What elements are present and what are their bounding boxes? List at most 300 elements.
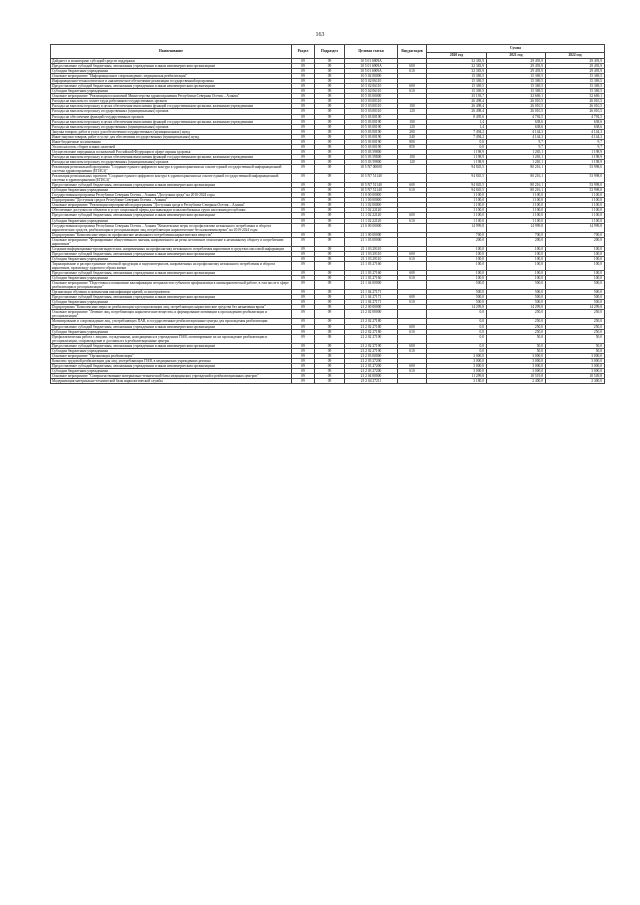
cell-2020: 1,4 [427,119,487,124]
cell-name: Реализация региональных проектов "Создание единого цифрового контура в здравоохранении на основе единой государственной информационной системы в здравоохранении (ЕГИСЗ)" [51,174,292,183]
cell-expense-type: 610 [398,300,427,305]
cell-target-article: 21 1 04 27171 [345,295,398,300]
cell-2020: 15 369,5 [427,89,487,94]
cell-2022: 4 792,5 [546,114,605,119]
cell-target-article: 10 5 02 06110 [345,84,398,89]
cell-subsection: 09 [315,104,345,109]
cell-expense-type [398,379,427,384]
cell-name: Мотивирование и сопровождение лиц, употребляющих ПАВ, в государственные реабилитационные центры для прохождения реабилитации [51,319,292,324]
cell-target-article: 21 2 04 27211 [345,379,398,384]
cell-2020: 100,0 [427,271,487,276]
cell-target-article: 21 2 00 00000 [345,305,398,310]
cell-target-article: 21 1 03 27160 [345,271,398,276]
cell-subsection: 09 [315,74,345,79]
cell-2021: 80 216,1 [487,188,546,193]
cell-2022: 9,7 [546,144,605,149]
cell-2022: 29 493,9 [546,59,605,64]
cell-2022: 250,0 [546,319,605,324]
cell-subsection: 09 [315,223,345,232]
cell-name: Основное мероприятие "Реализация мероприятий подпрограммы "Доступная среда в Республике Северная Осетия – Алания" [51,203,292,208]
cell-section: 09 [292,139,315,144]
cell-2021: 26 010,5 [487,104,546,109]
table-row [51,164,605,173]
cell-target-article: 21 0 00 00000 [345,223,398,232]
cell-section: 09 [292,74,315,79]
cell-expense-type: 610 [398,69,427,74]
cell-section: 09 [292,329,315,334]
cell-2021: 4 144,3 [487,134,546,139]
cell-name: Уплата налогов, сборов и иных платежей [51,144,292,149]
cell-2022: 53 998,0 [546,188,605,193]
cell-subsection: 09 [315,109,345,114]
cell-section: 09 [292,324,315,329]
cell-expense-type: 600 [398,363,427,368]
cell-section: 09 [292,319,315,324]
cell-target-article: 21 1 03 27160 [345,261,398,270]
cell-section: 09 [292,84,315,89]
cell-target-article: 21 2 03 27200 [345,363,398,368]
header-section: Раздел [292,45,315,59]
cell-2022: 100,0 [546,271,605,276]
cell-2021: 80 216,1 [487,164,546,173]
header-year-2022: 2022 год [546,53,605,59]
cell-2021: 638,6 [487,124,546,129]
cell-2020: 1 198,9 [427,149,487,154]
cell-target-article: 21 1 03 29110 [345,256,398,261]
cell-section: 09 [292,64,315,69]
cell-2021: 500,0 [487,300,546,305]
cell-section: 09 [292,94,315,99]
cell-section: 09 [292,348,315,353]
cell-2021: 1 100,0 [487,198,546,203]
header-year-2021: 2021 год [487,53,546,59]
cell-2020: 32 383,9 [427,64,487,69]
cell-2021: 32 669,1 [487,94,546,99]
cell-expense-type: 200 [398,129,427,134]
cell-name: Расходы на выплаты по оплате труда работников государственных органов [51,99,292,104]
cell-2021: 250,0 [487,329,546,334]
cell-2021: 1 100,0 [487,208,546,213]
cell-expense-type: 600 [398,84,427,89]
cell-section: 09 [292,188,315,193]
cell-subsection: 09 [315,139,345,144]
cell-subsection: 09 [315,246,345,251]
cell-name: Расходы на обеспечение функций государственных органов [51,114,292,119]
cell-2020: 94 845,5 [427,164,487,173]
cell-name: Предоставление субсидий бюджетным, автономным учреждениям и иным некоммерческим организациям [51,84,292,89]
cell-section: 09 [292,109,315,114]
cell-section: 09 [292,203,315,208]
cell-target-article: 10 5 03 00190 [345,124,398,129]
cell-subsection: 09 [315,251,345,256]
cell-subsection: 09 [315,124,345,129]
cell-2020: 8 495,6 [427,114,487,119]
cell-expense-type: 800 [398,139,427,144]
cell-subsection: 09 [315,144,345,149]
cell-name: Расходы на выплаты персоналу в целях обеспечения выполнения функций государственными органами, казенными учреждениями [51,154,292,159]
cell-target-article: 11 1 02 00000 [345,203,398,208]
cell-name: Субсидии бюджетным учреждениям [51,188,292,193]
cell-2021: 15 369,5 [487,84,546,89]
cell-2021: 26 010,5 [487,109,546,114]
cell-section: 09 [292,305,315,310]
cell-subsection: 09 [315,348,345,353]
cell-subsection: 09 [315,69,345,74]
cell-2021: 100,0 [487,256,546,261]
cell-2021: 15 369,5 [487,79,546,84]
cell-subsection: 09 [315,129,345,134]
cell-2020: 0,0 [427,348,487,353]
cell-target-article: 21 1 04 27171 [345,290,398,295]
cell-2022: 500,0 [546,300,605,305]
cell-name: Создание информационно-пропагандистских, направленных на профилактику незаконного потребления наркотиков в средствах массовой информации [51,246,292,251]
cell-2022: 1 100,0 [546,208,605,213]
cell-name: Основное мероприятие "Реализация полномочий Министерства здравоохранения Республики Северная Осетия – Алания" [51,94,292,99]
cell-2021: 700,0 [487,232,546,237]
cell-subsection: 09 [315,305,345,310]
cell-2022: 1 198,9 [546,149,605,154]
cell-2020: 0,0 [427,329,487,334]
cell-2022: 15 369,5 [546,84,605,89]
cell-target-article: 21 2 03 27200 [345,368,398,373]
cell-2020: 0,0 [427,334,487,343]
cell-section: 09 [292,261,315,270]
cell-2021: 250,0 [487,324,546,329]
cell-target-article: 11 0 00 00000 [345,193,398,198]
cell-2021: 14 999,8 [487,223,546,232]
cell-name: Иные бюджетные ассигнования [51,139,292,144]
cell-2021: 3 000,0 [487,353,546,358]
table-row [51,223,605,232]
cell-subsection: 09 [315,256,345,261]
cell-2022: 100,0 [546,251,605,256]
cell-expense-type [398,310,427,319]
cell-2020: 1 100,0 [427,193,487,198]
cell-expense-type: 120 [398,124,427,129]
cell-subsection: 09 [315,119,345,124]
cell-subsection: 09 [315,295,345,300]
header-target-article: Целевая статья [345,45,398,59]
cell-expense-type: 600 [398,251,427,256]
cell-name: Основное мероприятие "Организация реабилитации" [51,353,292,358]
cell-target-article: 21 2 04 00000 [345,374,398,379]
cell-target-article: 21 2 03 27200 [345,358,398,363]
cell-section: 09 [292,129,315,134]
cell-name: Предоставление субсидий бюджетным, автономным учреждениям и иным некоммерческим организациям [51,183,292,188]
cell-section: 09 [292,144,315,149]
cell-expense-type: 120 [398,159,427,164]
cell-name: Государственная программа Республики Северная Осетия – Алания "Комплексные меры по профилактике незаконного потребления и оборота наркотических средств, реабилитации и ресоциализации лиц, потребляющих наркотические без назначения врача" на 2019-2024 годы [51,223,292,232]
cell-expense-type [398,261,427,270]
cell-2022: 10 549,8 [546,374,605,379]
cell-section: 09 [292,124,315,129]
cell-subsection: 09 [315,79,345,84]
cell-target-article: 21 1 03 27160 [345,276,398,281]
cell-2021: 80 216,1 [487,183,546,188]
cell-subsection: 09 [315,203,345,208]
cell-2020: 1 198,9 [427,159,487,164]
cell-subsection: 09 [315,237,345,246]
cell-2021: 1 265,1 [487,149,546,154]
cell-2021: 100,0 [487,271,546,276]
cell-2021: 250,0 [487,310,546,319]
cell-2021: 29 493,9 [487,69,546,74]
cell-2021: 9,7 [487,139,546,144]
cell-2022: 250,0 [546,310,605,319]
cell-2020: 700,0 [427,232,487,237]
cell-name: Иные закупки товаров, работ и услуг для обеспечения государственных (муниципальных) нужд [51,134,292,139]
cell-2020: 26 498,4 [427,99,487,104]
cell-2022: 15 369,5 [546,74,605,79]
cell-name: Подпрограмма "Комплексные меры по профилактике незаконного потребления наркотических веществ" [51,232,292,237]
cell-subsection: 09 [315,276,345,281]
cell-2022: 1 100,0 [546,203,605,208]
cell-section: 09 [292,300,315,305]
cell-name: Профилактическая работа с лицами, осужденными, находящимися в учреждениях ПАВ, мотивирование их на прохождение реабилитации и ресоциализации, сопровождение и доставка их в реабилитационные центры [51,334,292,343]
cell-2022: 100,0 [546,276,605,281]
cell-2021: 14 299,8 [487,305,546,310]
table-row [51,334,605,343]
cell-2022: 100,0 [546,246,605,251]
cell-section: 09 [292,358,315,363]
cell-section: 09 [292,374,315,379]
cell-name: Обеспечение доступности объектов и услуг социальной сферы для инвалидов и маломобильных групп населения республики [51,208,292,213]
cell-2022: 200,0 [546,237,605,246]
cell-2022: 100,0 [546,261,605,270]
cell-section: 09 [292,232,315,237]
cell-name: Модернизация материально-технической базы наркологической службы [51,379,292,384]
cell-target-article: 10 5 03 59800 [345,159,398,164]
cell-target-article: 10 5 03 00110 [345,109,398,114]
cell-2020: 1 100,0 [427,203,487,208]
cell-2020: 1 100,0 [427,218,487,223]
cell-2020: 15 369,5 [427,84,487,89]
cell-name: Субсидии бюджетным учреждениям [51,329,292,334]
cell-subsection: 09 [315,290,345,295]
cell-2020: 100,0 [427,251,487,256]
cell-target-article: 10 5 02 06110 [345,79,398,84]
cell-2022: 1 100,0 [546,213,605,218]
cell-2022: 26 010,5 [546,99,605,104]
cell-target-article: 21 1 03 29110 [345,251,398,256]
cell-2021: 29 493,9 [487,64,546,69]
cell-subsection: 09 [315,174,345,183]
cell-name: Предоставление субсидий бюджетным, автономным учреждениям и иным некоммерческим организациям [51,64,292,69]
cell-target-article: 21 2 02 27190 [345,343,398,348]
cell-expense-type: 610 [398,276,427,281]
cell-2020: 0,0 [427,319,487,324]
cell-target-article: 10 5 03 00190 [345,119,398,124]
cell-2020: 3 000,0 [427,368,487,373]
cell-2020: 94 845,5 [427,188,487,193]
cell-2021: 1 100,0 [487,213,546,218]
cell-subsection: 09 [315,368,345,373]
cell-2020: 500,0 [427,290,487,295]
cell-name: Субсидии бюджетным учреждениям [51,348,292,353]
cell-section: 09 [292,198,315,203]
cell-2021: 500,0 [487,295,546,300]
cell-2020: 3 000,0 [427,353,487,358]
cell-target-article: 10 5 01 6909А [345,59,398,64]
cell-section: 09 [292,295,315,300]
table-header [51,45,605,59]
table-row [51,261,605,270]
cell-2020: 0,0 [427,324,487,329]
cell-2020: 1 100,0 [427,213,487,218]
cell-2021: 1 265,1 [487,159,546,164]
cell-name: Субсидии бюджетным учреждениям [51,218,292,223]
cell-name: Субсидии бюджетным учреждениям [51,89,292,94]
cell-2021: 100,0 [487,261,546,270]
cell-2021: 4 144,3 [487,129,546,134]
cell-target-article: 21 2 02 27190 [345,348,398,353]
cell-expense-type: 610 [398,89,427,94]
cell-target-article: 21 2 02 00000 [345,310,398,319]
cell-section: 09 [292,164,315,173]
cell-2021: 1 100,0 [487,203,546,208]
cell-target-article: 21 1 04 27171 [345,300,398,305]
cell-2022: 1 198,9 [546,159,605,164]
cell-section: 09 [292,69,315,74]
cell-section: 09 [292,281,315,290]
cell-expense-type: 600 [398,271,427,276]
cell-section: 09 [292,223,315,232]
cell-subsection: 09 [315,213,345,218]
cell-name: Предоставление субсидий бюджетным, автономным учреждениям и иным некоммерческим организациям [51,324,292,329]
cell-section: 09 [292,159,315,164]
cell-2020: 200,0 [427,237,487,246]
cell-2022: 50,0 [546,348,605,353]
cell-target-article: 11 1 00 00000 [345,198,398,203]
cell-target-article: 10 5 N7 51140 [345,174,398,183]
cell-expense-type [398,223,427,232]
cell-name: Комплекс трудовой реабилитации для лиц, употребляющих ПАВ, в медицинских учреждениях региона [51,358,292,363]
cell-target-article: 10 5 03 00190 [345,134,398,139]
cell-expense-type: 600 [398,213,427,218]
header-subsection: Подраздел [315,45,345,59]
cell-2022: 3 000,0 [546,368,605,373]
cell-2022: 4 144,3 [546,134,605,139]
cell-2022: 9,7 [546,139,605,144]
cell-subsection: 09 [315,329,345,334]
cell-target-article: 10 5 03 59800 [345,154,398,159]
cell-2020: 1,4 [427,124,487,129]
cell-target-article: 11 1 02 22120 [345,208,398,213]
cell-2020: 26 498,4 [427,109,487,114]
cell-target-article: 10 5 01 6909А [345,64,398,69]
cell-name: Основное мероприятие "Информационное сопровождение, медицинская реабилитация" [51,74,292,79]
cell-2021: 3 000,0 [487,368,546,373]
cell-name: Предоставление субсидий бюджетным, автономным учреждениям и иным некоммерческим организациям [51,363,292,368]
cell-2022: 29 493,9 [546,64,605,69]
cell-2022: 100,0 [546,256,605,261]
cell-2022: 26 010,5 [546,109,605,114]
cell-target-article: 10 5 02 06110 [345,89,398,94]
cell-subsection: 09 [315,154,345,159]
cell-2021: 10 519,8 [487,374,546,379]
cell-2022: 500,0 [546,281,605,290]
cell-expense-type: 610 [398,188,427,193]
cell-name: Субсидии бюджетным учреждениям [51,256,292,261]
cell-name: Предоставление субсидий бюджетным, автономным учреждениям и иным некоммерческим организациям [51,271,292,276]
cell-expense-type [398,281,427,290]
cell-2021: 100,0 [487,276,546,281]
cell-section: 09 [292,290,315,295]
cell-section: 09 [292,114,315,119]
cell-2022: 26 010,5 [546,104,605,109]
cell-2020: 14 299,8 [427,305,487,310]
cell-name: Предоставление субсидий бюджетным, автономным учреждениям и иным некоммерческим организациям [51,213,292,218]
cell-section: 09 [292,134,315,139]
cell-name: Закупка товаров, работ и услуг для обеспечения государственных (муниципальных) нужд [51,129,292,134]
cell-2022: 250,0 [546,324,605,329]
cell-section: 09 [292,149,315,154]
cell-subsection: 09 [315,188,345,193]
cell-2022: 3 000,0 [546,353,605,358]
cell-2021: 26 010,5 [487,99,546,104]
cell-2020: 100,0 [427,276,487,281]
cell-target-article: 10 5 03 00190 [345,139,398,144]
cell-expense-type: 600 [398,295,427,300]
cell-2021: 50,0 [487,334,546,343]
cell-2022: 4 144,3 [546,129,605,134]
cell-2020: 94 845,5 [427,174,487,183]
cell-target-article: 10 5 03 00000 [345,94,398,99]
cell-subsection: 09 [315,334,345,343]
cell-expense-type: 850 [398,144,427,149]
cell-subsection: 09 [315,64,345,69]
cell-name: Субсидии бюджетным учреждениям [51,276,292,281]
cell-name: Реализация региональной программы "Создание единого цифрового контура в здравоохранении на основе единой государственной информационной системы здравоохранения (ЕГИСЗ)" [51,164,292,173]
cell-target-article: 21 2 03 00000 [345,353,398,358]
cell-section: 09 [292,99,315,104]
cell-2022: 500,0 [546,290,605,295]
cell-2022: 14 299,8 [546,305,605,310]
cell-2021: 1 100,0 [487,218,546,223]
cell-target-article: 10 5 03 00190 [345,114,398,119]
cell-target-article: 11 1 02 22120 [345,218,398,223]
cell-target-article: 10 5 03 59800 [345,149,398,154]
cell-section: 09 [292,79,315,84]
cell-expense-type [398,334,427,343]
cell-subsection: 09 [315,343,345,348]
cell-expense-type: 240 [398,134,427,139]
cell-name: Основное мероприятие "Формирование общественного мнения, направленного на резко негативное отношение к незаконному обороту и потреблению наркотиков" [51,237,292,246]
cell-2020: 11 299,8 [427,374,487,379]
cell-section: 09 [292,353,315,358]
cell-2022: 53 998,0 [546,183,605,188]
cell-expense-type: 600 [398,324,427,329]
cell-name: Организация обучения и повышения квалификации врачей, психотерапевтов [51,290,292,295]
cell-name: Основное мероприятие "Совершенствование материально-технической базы медицинских учреждений и реабилитационных центров" [51,374,292,379]
cell-2020: 1 198,9 [427,154,487,159]
cell-name: Государственная программа Республики Северная Осетия – Алания "Доступная среда" на 2016-2024 годы [51,193,292,198]
cell-name: Расходы на выплаты персоналу в целях обеспечения выполнения функций государственными органами, казенными учреждениями [51,104,292,109]
cell-section: 09 [292,379,315,384]
cell-2020: 15 369,5 [427,79,487,84]
cell-2020: 500,0 [427,300,487,305]
cell-section: 09 [292,89,315,94]
cell-section: 09 [292,154,315,159]
table-row [51,310,605,319]
cell-subsection: 09 [315,218,345,223]
cell-2021: 29 493,9 [487,59,546,64]
cell-2021: 4 792,5 [487,114,546,119]
cell-2022: 700,0 [546,232,605,237]
cell-expense-type: 610 [398,368,427,373]
cell-expense-type: 600 [398,343,427,348]
cell-subsection: 09 [315,164,345,173]
